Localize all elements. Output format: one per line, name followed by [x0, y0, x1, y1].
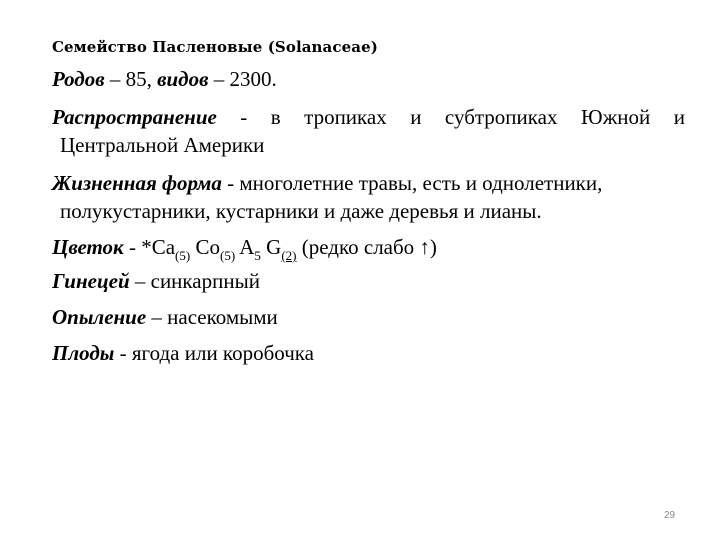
slide-title: Семейство Пасленовые (Solanaceae) — [52, 38, 378, 56]
androecium-subscript: 5 — [254, 248, 261, 263]
species-term: видов — [157, 67, 209, 91]
distribution-line — [52, 104, 685, 130]
fruits-text: - ягода или коробочка — [114, 341, 314, 365]
distribution-term: Распространение — [52, 105, 217, 129]
gynoecium-term: Гинецей — [52, 269, 130, 293]
corolla-subscript: (5) — [219, 248, 236, 263]
genera-value: – 85, — [104, 67, 158, 91]
pollination-term: Опыление — [52, 305, 147, 329]
gynoecium-line — [52, 268, 260, 294]
distribution-continuation: Центральной Америки — [60, 133, 265, 157]
formula-corolla: Co — [190, 235, 220, 259]
page-number: 29 — [664, 510, 676, 521]
formula-androecium: A — [235, 235, 255, 259]
flower-term: Цветок — [52, 235, 124, 259]
pollination-text: – насекомыми — [146, 305, 278, 329]
formula-gynoecium: G — [260, 235, 282, 259]
fruits-term: Плоды — [52, 341, 115, 365]
life-form-line — [52, 170, 602, 196]
calyx-subscript: (5) — [175, 248, 191, 263]
life-form-text: - многолетние травы, есть и однолетники, — [221, 171, 603, 195]
formula-calyx: - *Ca — [123, 235, 176, 259]
flower-formula-line — [52, 234, 437, 263]
distribution-text: - в тропиках и субтропиках Южной и — [216, 105, 685, 129]
fruits-line — [52, 340, 314, 366]
species-value: – 2300. — [208, 67, 277, 91]
formula-note: (редко слабо ↑) — [296, 235, 437, 259]
gynoecium-text: – синкарпный — [129, 269, 260, 293]
genera-term: Родов — [52, 67, 105, 91]
life-form-continuation: полукустарники, кустарники и даже деревья и лианы. — [60, 199, 542, 223]
life-form-term: Жизненная форма — [52, 171, 222, 195]
pollination-line — [52, 304, 278, 330]
gynoecium-subscript: (2) — [281, 248, 297, 263]
stats-line — [52, 66, 277, 92]
